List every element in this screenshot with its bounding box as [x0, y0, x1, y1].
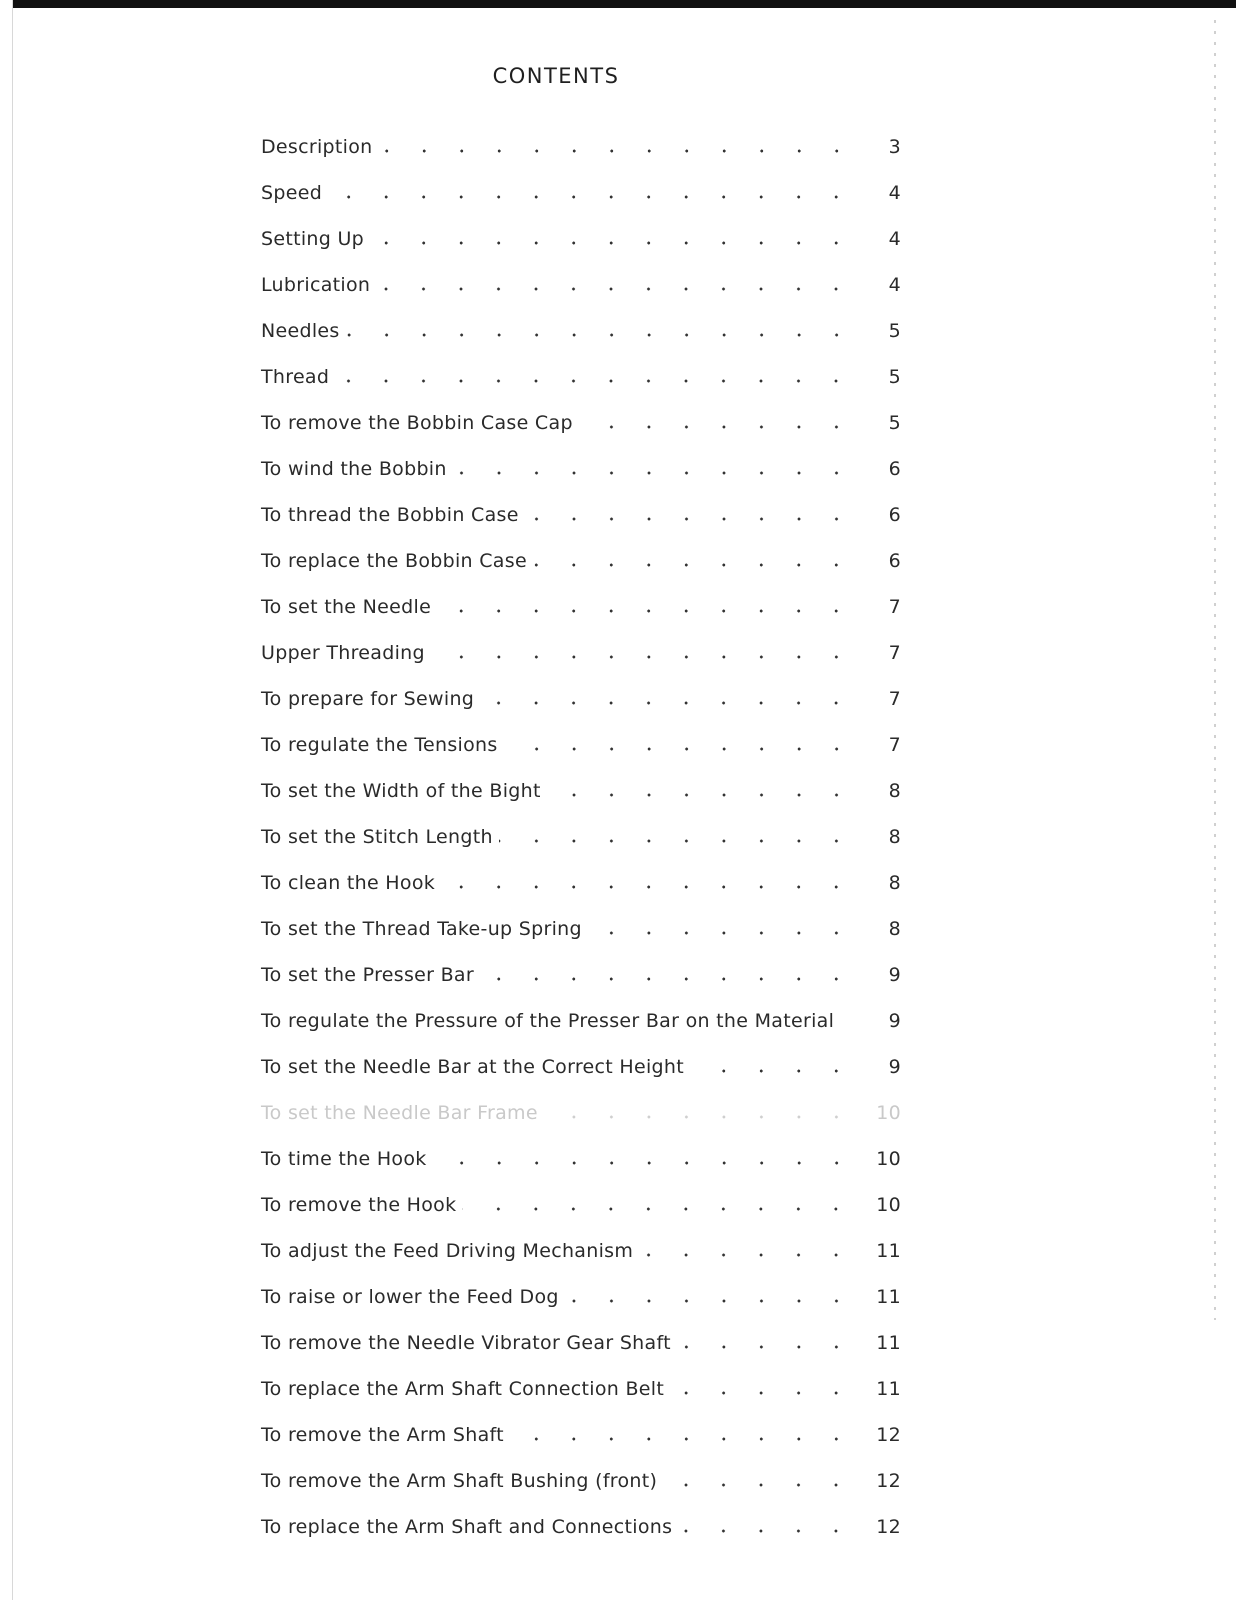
page-title: CONTENTS — [492, 64, 620, 88]
toc-dot-leader — [441, 885, 855, 889]
toc-entry — [261, 676, 901, 722]
toc-dot-leader — [437, 609, 855, 613]
toc-dot-leader — [639, 1253, 855, 1257]
toc-entry-title: To regulate the Pressure of the Presser Bar on the Material — [261, 1010, 840, 1032]
toc-dot-leader — [346, 333, 855, 337]
toc-entry-title: To set the Needle Bar at the Correct Height — [261, 1056, 690, 1078]
toc-entry — [261, 1320, 901, 1366]
scan-top-border — [0, 0, 1236, 8]
toc-dot-leader — [678, 1529, 855, 1533]
toc-entry-title: To remove the Bobbin Case Cap — [261, 412, 579, 434]
toc-entry — [261, 124, 901, 170]
toc-entry-title: To set the Stitch Length — [261, 826, 499, 848]
toc-entry-title: Lubrication — [261, 274, 376, 296]
toc-entry — [261, 1504, 901, 1550]
toc-entry-page-number: 10 — [876, 1194, 901, 1216]
toc-entry — [261, 952, 901, 998]
toc-dot-leader — [480, 977, 855, 981]
toc-dot-leader — [376, 287, 855, 291]
toc-entry — [261, 630, 901, 676]
toc-entry-page-number: 6 — [888, 504, 901, 526]
toc-dot-leader — [510, 1437, 855, 1441]
toc-dot-leader — [379, 149, 855, 153]
toc-entry — [261, 906, 901, 952]
toc-entry — [261, 492, 901, 538]
toc-dot-leader — [533, 563, 855, 567]
scan-right-edge-marks — [1214, 20, 1216, 1320]
toc-entry-title: Needles — [261, 320, 346, 342]
toc-entry-page-number: 7 — [888, 642, 901, 664]
toc-entry-title: Description — [261, 136, 379, 158]
toc-entry — [261, 1182, 901, 1228]
toc-dot-leader — [565, 1299, 855, 1303]
toc-entry-page-number: 4 — [888, 182, 901, 204]
toc-entry-page-number: 8 — [888, 872, 901, 894]
toc-dot-leader — [677, 1345, 855, 1349]
toc-entry-title: To time the Hook — [261, 1148, 433, 1170]
toc-entry — [261, 1090, 901, 1136]
toc-entry-title: Setting Up — [261, 228, 370, 250]
toc-entry-title: To set the Presser Bar — [261, 964, 480, 986]
toc-entry-page-number: 3 — [888, 136, 901, 158]
toc-entry — [261, 1366, 901, 1412]
toc-entry — [261, 722, 901, 768]
toc-entry-title: To set the Needle — [261, 596, 437, 618]
toc-entry-page-number: 5 — [888, 320, 901, 342]
toc-entry — [261, 1458, 901, 1504]
toc-entry-title: Upper Threading — [261, 642, 431, 664]
toc-entry-page-number: 11 — [876, 1378, 901, 1400]
toc-entry-page-number: 4 — [888, 274, 901, 296]
toc-entry — [261, 308, 901, 354]
toc-entry — [261, 262, 901, 308]
toc-entry-title: To remove the Arm Shaft — [261, 1424, 510, 1446]
toc-entry — [261, 354, 901, 400]
toc-entry — [261, 1228, 901, 1274]
toc-entry — [261, 814, 901, 860]
table-of-contents — [261, 124, 901, 1550]
toc-entry-page-number: 7 — [888, 734, 901, 756]
toc-dot-leader — [433, 1161, 855, 1165]
toc-entry — [261, 400, 901, 446]
toc-entry-title: To replace the Bobbin Case — [261, 550, 533, 572]
toc-entry-page-number: 11 — [876, 1332, 901, 1354]
toc-entry-page-number: 8 — [888, 918, 901, 940]
scan-left-border — [0, 0, 13, 1600]
toc-entry-page-number: 11 — [876, 1286, 901, 1308]
toc-entry-title: Thread — [261, 366, 335, 388]
toc-entry-page-number: 4 — [888, 228, 901, 250]
toc-entry-title: To remove the Arm Shaft Bushing (front) — [261, 1470, 663, 1492]
toc-entry-page-number: 10 — [876, 1102, 901, 1124]
toc-entry-page-number: 5 — [888, 412, 901, 434]
toc-dot-leader — [663, 1483, 855, 1487]
toc-entry-page-number: 9 — [888, 1010, 901, 1032]
toc-dot-leader — [840, 1023, 855, 1027]
toc-entry — [261, 1044, 901, 1090]
toc-entry-page-number: 8 — [888, 826, 901, 848]
toc-entry-title: To set the Width of the Bight — [261, 780, 547, 802]
toc-entry-page-number: 6 — [888, 458, 901, 480]
toc-dot-leader — [335, 379, 855, 383]
toc-dot-leader — [670, 1391, 855, 1395]
toc-entry-page-number: 12 — [876, 1470, 901, 1492]
toc-dot-leader — [480, 701, 855, 705]
toc-entry-title: To replace the Arm Shaft and Connections — [261, 1516, 678, 1538]
toc-entry-title: To wind the Bobbin — [261, 458, 453, 480]
toc-entry-title: To replace the Arm Shaft Connection Belt — [261, 1378, 670, 1400]
toc-dot-leader — [370, 241, 855, 245]
toc-dot-leader — [453, 471, 855, 475]
toc-dot-leader — [547, 793, 855, 797]
toc-entry-title: To prepare for Sewing — [261, 688, 480, 710]
toc-dot-leader — [544, 1115, 855, 1119]
toc-entry-page-number: 11 — [876, 1240, 901, 1262]
toc-entry — [261, 170, 901, 216]
toc-entry-page-number: 12 — [876, 1424, 901, 1446]
toc-entry-title: To remove the Hook — [261, 1194, 462, 1216]
toc-entry-title: To adjust the Feed Driving Mechanism — [261, 1240, 639, 1262]
toc-dot-leader — [431, 655, 855, 659]
toc-entry-page-number: 5 — [888, 366, 901, 388]
toc-entry-page-number: 6 — [888, 550, 901, 572]
toc-entry-title: Speed — [261, 182, 328, 204]
toc-entry — [261, 584, 901, 630]
toc-dot-leader — [328, 195, 855, 199]
toc-entry-title: To clean the Hook — [261, 872, 441, 894]
toc-entry-page-number: 9 — [888, 1056, 901, 1078]
toc-entry-title: To raise or lower the Feed Dog — [261, 1286, 565, 1308]
toc-entry-page-number: 7 — [888, 596, 901, 618]
toc-dot-leader — [690, 1069, 855, 1073]
toc-dot-leader — [462, 1207, 855, 1211]
toc-entry-title: To thread the Bobbin Case — [261, 504, 525, 526]
toc-entry — [261, 998, 901, 1044]
toc-dot-leader — [579, 425, 855, 429]
toc-entry — [261, 1412, 901, 1458]
toc-entry-page-number: 8 — [888, 780, 901, 802]
toc-entry-title: To remove the Needle Vibrator Gear Shaft — [261, 1332, 677, 1354]
toc-entry — [261, 446, 901, 492]
toc-entry-page-number: 10 — [876, 1148, 901, 1170]
toc-dot-leader — [499, 839, 855, 843]
toc-dot-leader — [525, 517, 855, 521]
toc-dot-leader — [504, 747, 855, 751]
toc-entry-page-number: 12 — [876, 1516, 901, 1538]
toc-entry-title: To set the Needle Bar Frame — [261, 1102, 544, 1124]
toc-entry-page-number: 7 — [888, 688, 901, 710]
toc-entry — [261, 1136, 901, 1182]
toc-dot-leader — [588, 931, 855, 935]
toc-entry — [261, 860, 901, 906]
toc-entry-title: To regulate the Tensions — [261, 734, 504, 756]
toc-entry-page-number: 9 — [888, 964, 901, 986]
toc-entry — [261, 216, 901, 262]
toc-entry — [261, 768, 901, 814]
toc-entry — [261, 1274, 901, 1320]
toc-entry — [261, 538, 901, 584]
toc-entry-title: To set the Thread Take-up Spring — [261, 918, 588, 940]
